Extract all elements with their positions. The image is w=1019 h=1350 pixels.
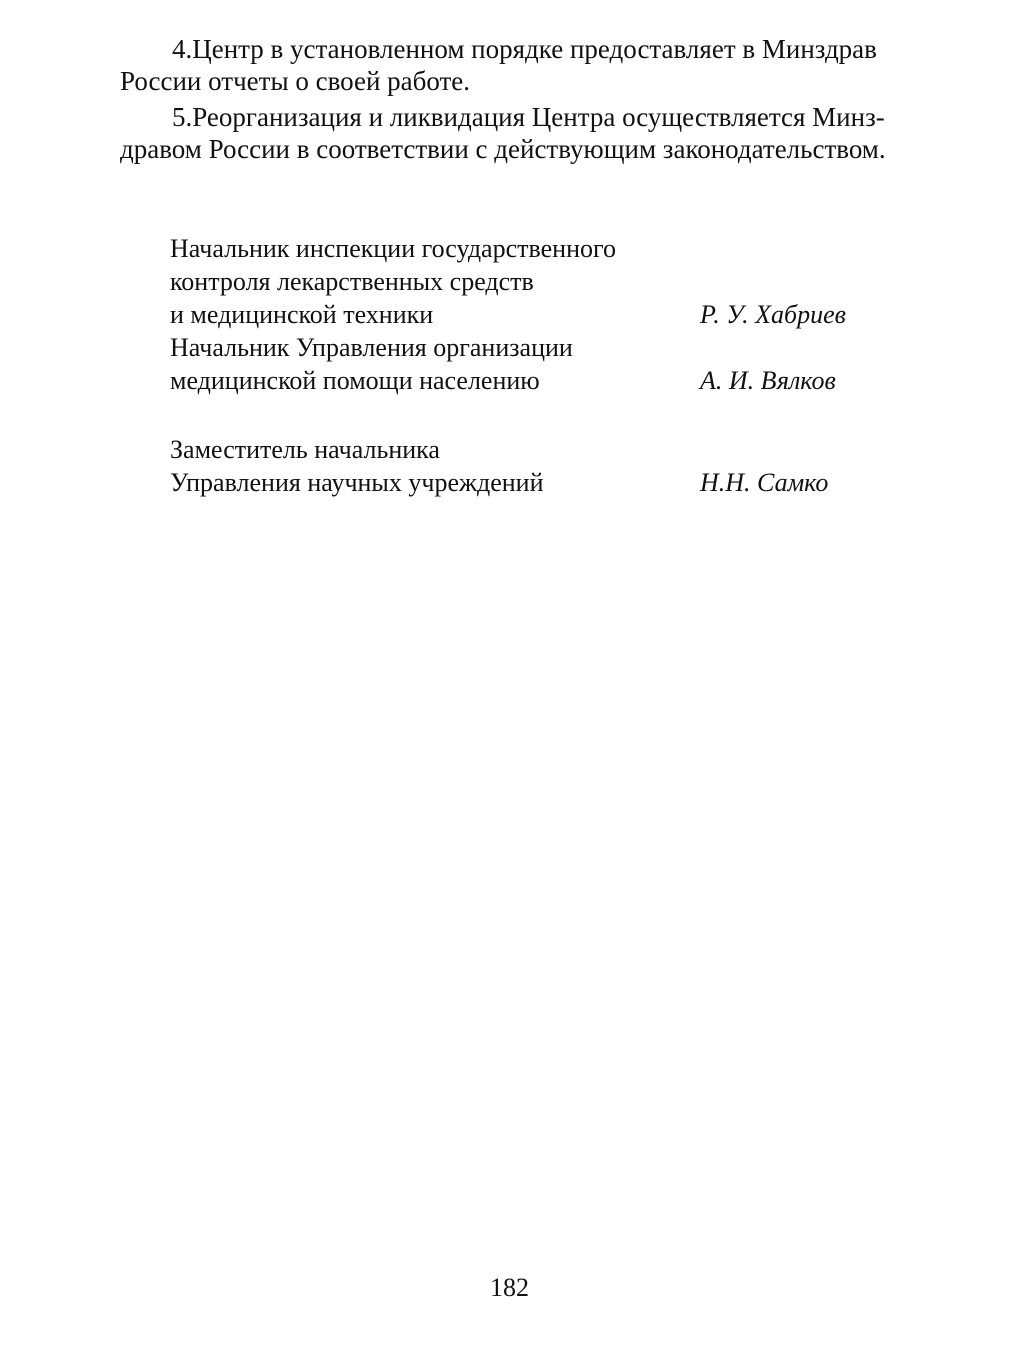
signature-row (170, 298, 890, 331)
paragraph-line: дравом России в соответствии с действующим законодательством. (120, 134, 886, 164)
paragraph-line: 5.Реорганизация и ликвидация Центра осуществляется Минз- (172, 102, 885, 132)
signature-row (170, 331, 890, 364)
signature-row (170, 232, 890, 265)
signatory-title-line: медицинской помощи населению (170, 366, 540, 395)
paragraph-line: России отчеты о своей работе. (120, 66, 471, 96)
signature-row (170, 466, 890, 499)
signatory-name: Н.Н. Самко (700, 468, 829, 497)
signature-row (170, 364, 890, 397)
signature-row (170, 433, 890, 466)
signature-block (170, 232, 890, 397)
signatory-title-line: и медицинской техники (170, 300, 434, 329)
page-number: 182 (490, 1273, 529, 1302)
signatory-name: Р. У. Хабриев (700, 300, 846, 329)
signatory-title-line: Управления научных учреждений (170, 468, 544, 497)
signatory-title-line: Начальник инспекции государственного (170, 234, 617, 263)
signature-block (170, 433, 890, 499)
signatory-title-line: контроля лекарственных средств (170, 267, 534, 296)
signatory-name: А. И. Вялков (700, 366, 836, 395)
paragraph-5 (120, 101, 910, 165)
signatory-title-line: Начальник Управления организации (170, 333, 573, 362)
signatory-title-line: Заместитель начальника (170, 435, 440, 464)
paragraph-4 (120, 33, 910, 97)
signature-row (170, 265, 890, 298)
paragraph-line: 4.Центр в установленном порядке предоставляет в Минздрав (172, 34, 877, 64)
